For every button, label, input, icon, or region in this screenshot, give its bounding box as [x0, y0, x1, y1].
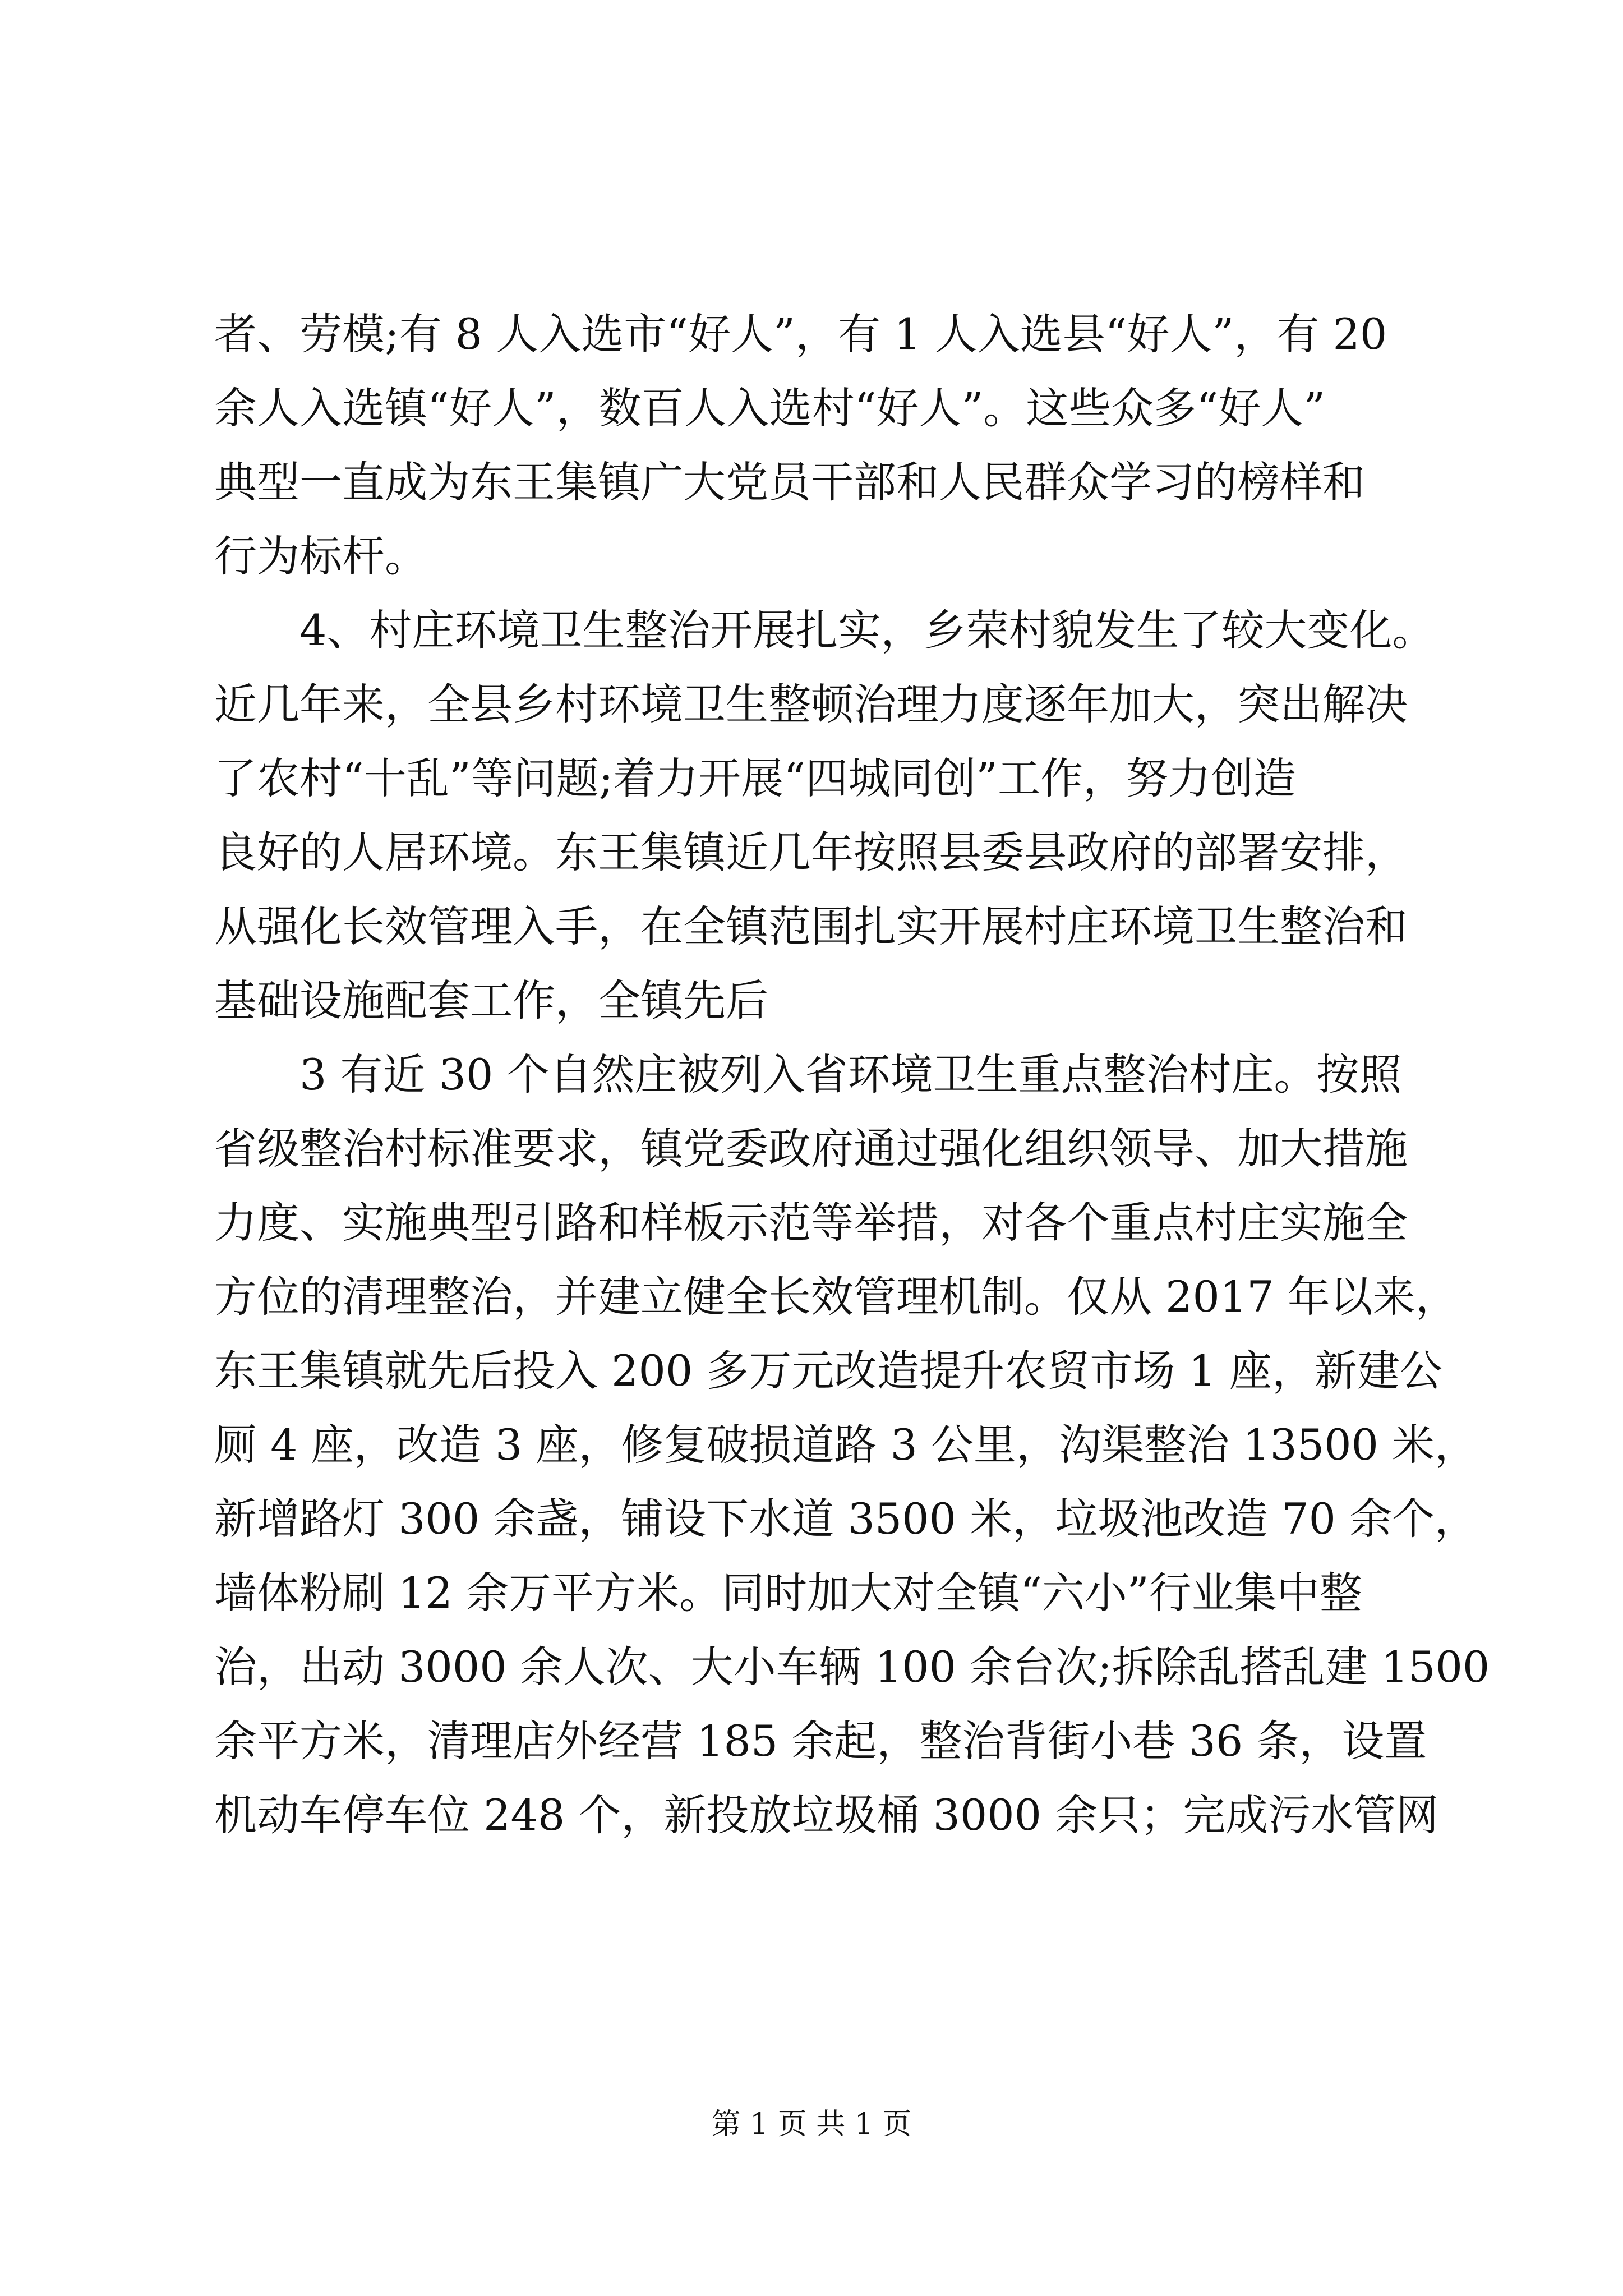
- text-line: 余平方米，清理店外经营 185 余起，整治背街小巷 36 条，设置: [214, 1716, 1427, 1766]
- paragraph-start-line: 4、村庄环境卫生整治开展扎实，乡荣村貌发生了较大变化。: [299, 605, 1435, 655]
- text-line: 从强化长效管理入手，在全镇范围扎实开展村庄环境卫生整治和: [214, 901, 1408, 951]
- text-line: 治，出动 3000 余人次、大小车辆 100 余台次;拆除乱搭乱建 1500: [214, 1642, 1490, 1692]
- text-line: 基础设施配套工作，全镇先后: [214, 976, 768, 1025]
- body-text: [214, 297, 1490, 1852]
- text-line: 新增路灯 300 余盏，铺设下水道 3500 米，垃圾池改造 70 余个，: [214, 1494, 1478, 1544]
- text-line: 墙体粉刷 12 余万平方米。同时加大对全镇“六小”行业集中整: [214, 1568, 1362, 1618]
- text-line: 近几年来，全县乡村环境卫生整顿治理力度逐年加大，突出解决: [214, 679, 1408, 729]
- page-footer: 第 1 页 共 1 页: [711, 2108, 912, 2141]
- text-line: 者、劳模;有 8 人入选市“好人”，有 1 人入选县“好人”，有 20: [214, 309, 1387, 359]
- text-line: 东王集镇就先后投入 200 多万元改造提升农贸市场 1 座，新建公: [214, 1346, 1443, 1396]
- paragraph-start-line: 3 有近 30 个自然庄被列入省环境卫生重点整治村庄。按照: [299, 1050, 1402, 1099]
- text-line: 典型一直成为东王集镇广大党员干部和人民群众学习的榜样和: [214, 457, 1365, 507]
- text-line: 行为标杆。: [214, 531, 427, 581]
- text-line: 了农村“十乱”等问题;着力开展“四城同创”工作，努力创造: [214, 753, 1297, 803]
- text-line: 余人入选镇“好人”，数百人入选村“好人”。这些众多“好人”: [214, 383, 1326, 433]
- text-line: 良好的人居环境。东王集镇近几年按照县委县政府的部署安排，: [214, 827, 1408, 877]
- text-line: 厕 4 座，改造 3 座，修复破损道路 3 公里，沟渠整治 13500 米，: [214, 1420, 1478, 1470]
- text-line: 力度、实施典型引路和样板示范等举措，对各个重点村庄实施全: [214, 1198, 1408, 1248]
- text-line: 机动车停车位 248 个，新投放垃圾桶 3000 余只；完成污水管网: [214, 1790, 1439, 1840]
- text-line: 方位的清理整治，并建立健全长效管理机制。仅从 2017 年以来，: [214, 1272, 1458, 1322]
- text-line: 省级整治村标准要求，镇党委政府通过强化组织领导、加大措施: [214, 1124, 1408, 1174]
